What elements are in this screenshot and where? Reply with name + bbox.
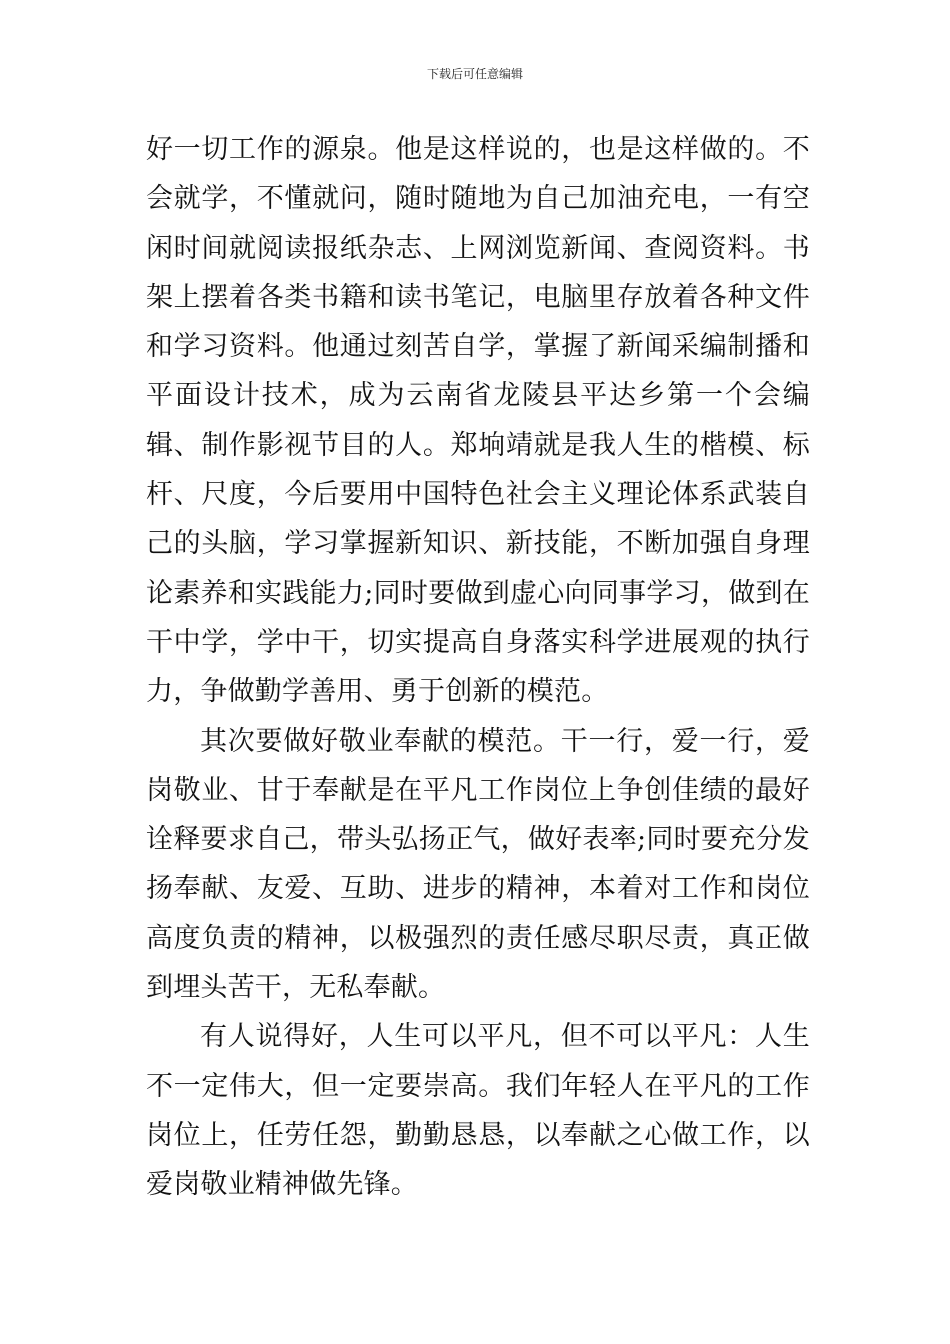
- document-body: [146, 125, 810, 1210]
- paragraph-2: 其次要做好敬业奉献的模范。干一行，爱一行，爱岗敬业、甘于奉献是在平凡工作岗位上争创佳绩的最好诠释要求自己，带头弘扬正气，做好表率;同时要充分发扬奉献、友爱、互助、进步的精神，本着对工作和岗位高度负责的精神，以极强烈的责任感尽职尽责，真正做到埋头苦干，无私奉献。: [146, 725, 810, 1004]
- paragraph-3: 有人说得好，人生可以平凡，但不可以平凡：人生不一定伟大，但一定要崇高。我们年轻人在平凡的工作岗位上，任劳任怨，勤勤恳恳，以奉献之心做工作，以爱岗敬业精神做先锋。: [146, 1021, 810, 1201]
- paragraph-1: 好一切工作的源泉。他是这样说的，也是这样做的。不会就学，不懂就问，随时随地为自己加油充电，一有空闲时间就阅读报纸杂志、上网浏览新闻、查阅资料。书架上摆着各类书籍和读书笔记，电脑里存放着各种文件和学习资料。他通过刻苦自学，掌握了新闻采编制播和平面设计技术，成为云南省龙陵县平达乡第一个会编辑、制作影视节目的人。郑垧靖就是我人生的楷模、标杆、尺度，今后要用中国特色社会主义理论体系武装自己的头脑，学习掌握新知识、新技能，不断加强自身理论素养和实践能力;同时要做到虚心向同事学习，做到在干中学，学中干，切实提高自身落实科学进展观的执行力，争做勤学善用、勇于创新的模范。: [146, 134, 810, 708]
- page-header: 下载后可任意编辑: [426, 67, 523, 81]
